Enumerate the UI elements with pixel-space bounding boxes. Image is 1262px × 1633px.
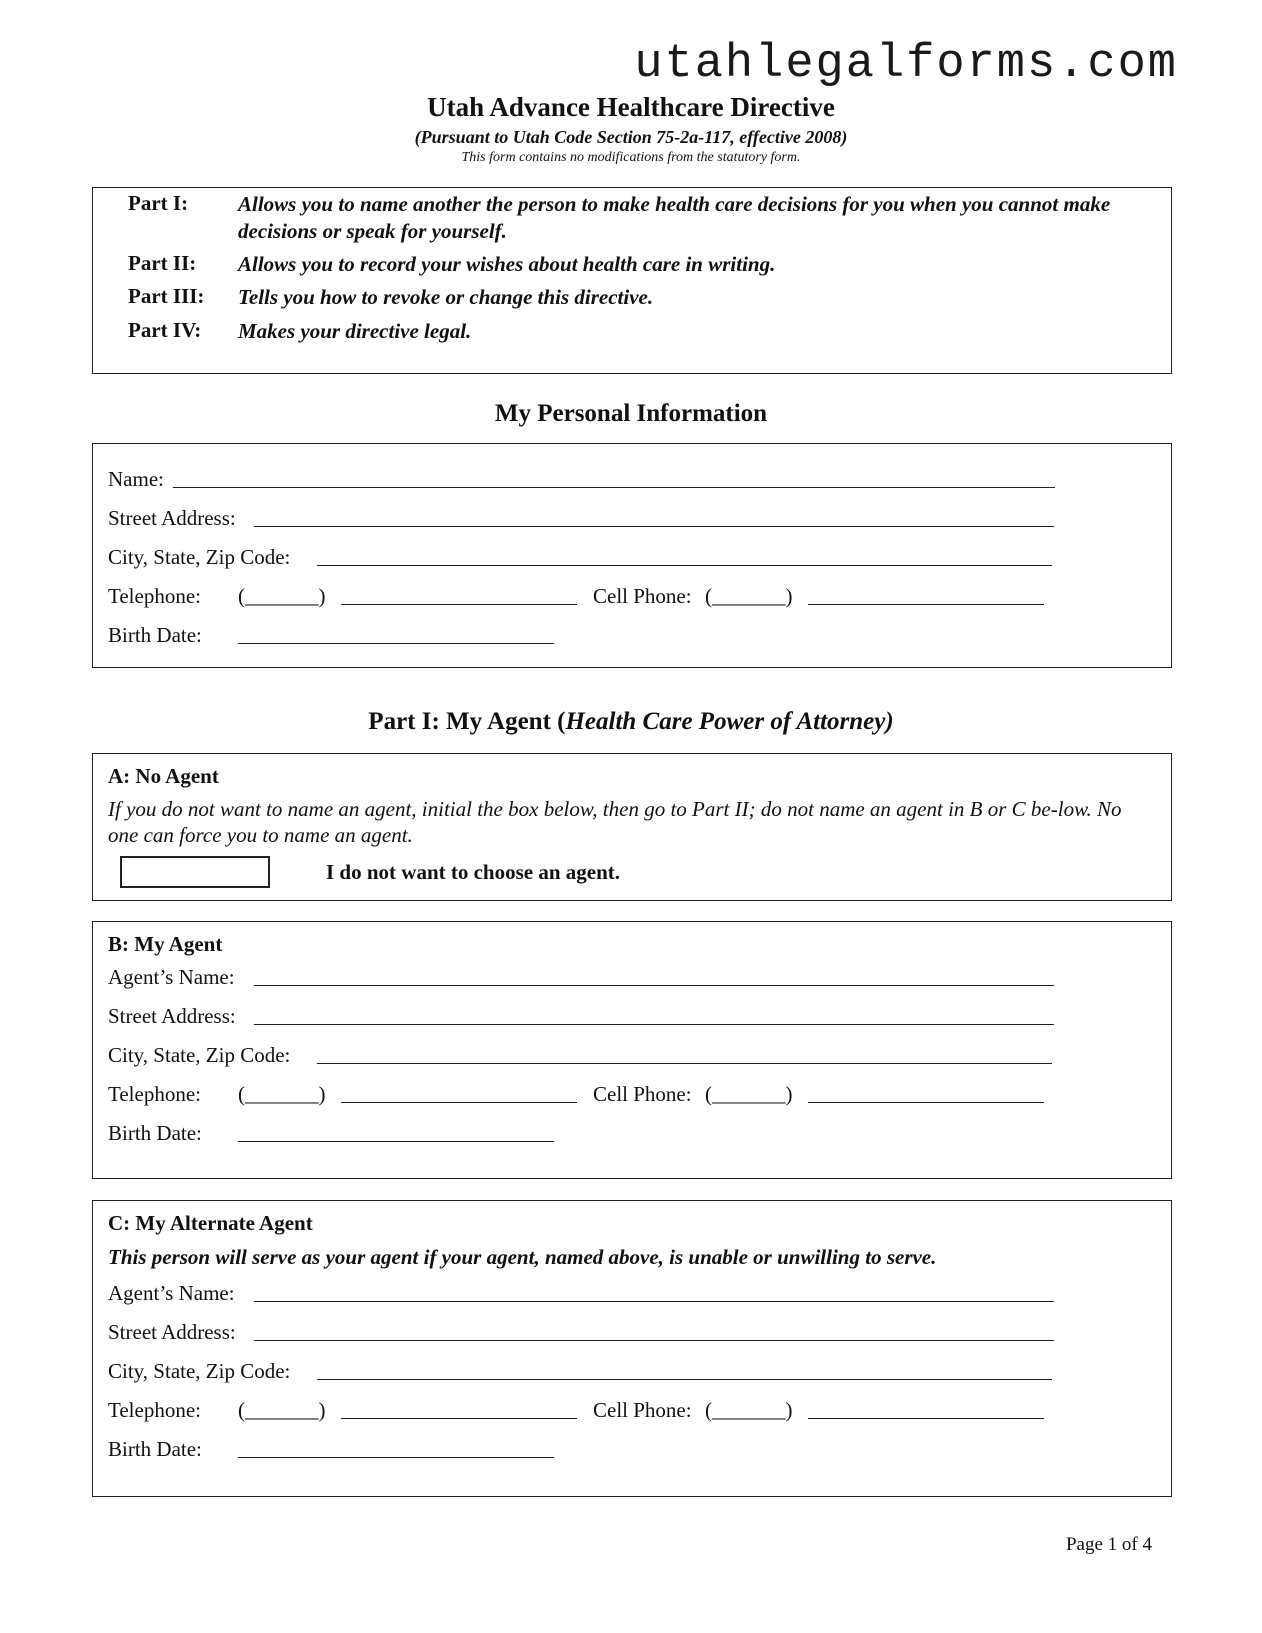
- cell-phone-label: Cell Phone:: [593, 584, 692, 608]
- part-text: Allows you to record your wishes about health care in writing.: [238, 252, 776, 276]
- my-agent-box: [92, 921, 1172, 1179]
- part-label: Part I:: [128, 191, 189, 215]
- my-agent-heading: B: My Agent: [108, 932, 223, 956]
- cell-number-field[interactable]: [808, 1399, 1044, 1419]
- part1-heading-italic: Health Care Power of Attorney): [565, 708, 894, 735]
- parts-overview-box: [92, 187, 1172, 374]
- name-label: Name:: [108, 467, 164, 491]
- part1-heading: [0, 708, 1262, 736]
- part-text: Makes your directive legal.: [238, 319, 472, 343]
- agent-name-label: Agent’s Name:: [108, 965, 235, 989]
- birth-date-field[interactable]: [238, 1122, 554, 1142]
- street-address-label: Street Address:: [108, 1004, 236, 1028]
- city-state-zip-field[interactable]: [317, 546, 1052, 566]
- cell-phone-label: Cell Phone:: [593, 1398, 692, 1422]
- part-text: Tells you how to revoke or change this directive.: [238, 285, 654, 309]
- telephone-area-code-field[interactable]: (_______): [238, 1082, 326, 1106]
- telephone-area-code-field[interactable]: (_______): [238, 584, 326, 608]
- telephone-number-field[interactable]: [341, 585, 577, 605]
- telephone-label: Telephone:: [108, 1082, 201, 1106]
- part-label: Part III:: [128, 284, 205, 308]
- city-state-zip-label: City, State, Zip Code:: [108, 1359, 291, 1383]
- telephone-number-field[interactable]: [341, 1083, 577, 1103]
- cell-number-field[interactable]: [808, 585, 1044, 605]
- page-title: Utah Advance Healthcare Directive: [427, 92, 835, 122]
- street-address-label: Street Address:: [108, 506, 236, 530]
- telephone-area-code-field[interactable]: (_______): [238, 1398, 326, 1422]
- name-field[interactable]: [173, 468, 1055, 488]
- city-state-zip-field[interactable]: [317, 1360, 1052, 1380]
- city-state-zip-label: City, State, Zip Code:: [108, 545, 291, 569]
- agent-name-field[interactable]: [254, 1282, 1054, 1302]
- birth-date-field[interactable]: [238, 624, 554, 644]
- street-address-field[interactable]: [254, 507, 1054, 527]
- no-agent-instructions: If you do not want to name an agent, initial the box below, then go to Part II; do not name an agent in B or C be-low. No one can force you to name an agent.: [108, 797, 1122, 847]
- no-agent-checkbox-label: I do not want to choose an agent.: [326, 860, 621, 884]
- part-label: Part II:: [128, 251, 197, 275]
- no-agent-box: [92, 753, 1172, 901]
- agent-name-field[interactable]: [254, 966, 1054, 986]
- watermark: utahlegalforms.com: [634, 38, 1178, 91]
- telephone-number-field[interactable]: [341, 1399, 577, 1419]
- part-text: Allows you to name another the person to make health care decisions for you when you cannot make decisions or speak for yourself.: [238, 192, 1111, 243]
- alternate-agent-box: [92, 1200, 1172, 1497]
- birth-date-label: Birth Date:: [108, 1437, 202, 1461]
- cell-phone-label: Cell Phone:: [593, 1082, 692, 1106]
- telephone-label: Telephone:: [108, 1398, 201, 1422]
- no-agent-initial-box[interactable]: [120, 856, 270, 888]
- page-number: Page 1 of 4: [1065, 1534, 1152, 1555]
- street-address-label: Street Address:: [108, 1320, 236, 1344]
- cell-area-code-field[interactable]: (_______): [705, 1398, 793, 1422]
- alternate-agent-heading: C: My Alternate Agent: [108, 1211, 313, 1235]
- personal-info-box: [92, 443, 1172, 668]
- agent-name-label: Agent’s Name:: [108, 1281, 235, 1305]
- part-label: Part IV:: [128, 318, 202, 342]
- city-state-zip-field[interactable]: [317, 1044, 1052, 1064]
- telephone-label: Telephone:: [108, 584, 201, 608]
- part1-heading-prefix: Part I: My Agent (: [368, 708, 566, 735]
- birth-date-label: Birth Date:: [108, 623, 202, 647]
- street-address-field[interactable]: [254, 1321, 1054, 1341]
- page-note: This form contains no modifications from the statutory form.: [461, 150, 801, 165]
- no-agent-heading: A: No Agent: [108, 764, 219, 788]
- cell-number-field[interactable]: [808, 1083, 1044, 1103]
- alternate-agent-instructions: This person will serve as your agent if your agent, named above, is unable or unwilling to serve.: [108, 1245, 937, 1269]
- cell-area-code-field[interactable]: (_______): [705, 1082, 793, 1106]
- street-address-field[interactable]: [254, 1005, 1054, 1025]
- birth-date-label: Birth Date:: [108, 1121, 202, 1145]
- personal-info-heading: My Personal Information: [494, 400, 768, 427]
- birth-date-field[interactable]: [238, 1438, 554, 1458]
- city-state-zip-label: City, State, Zip Code:: [108, 1043, 291, 1067]
- cell-area-code-field[interactable]: (_______): [705, 584, 793, 608]
- page-subtitle: (Pursuant to Utah Code Section 75-2a-117, effective 2008): [414, 127, 848, 147]
